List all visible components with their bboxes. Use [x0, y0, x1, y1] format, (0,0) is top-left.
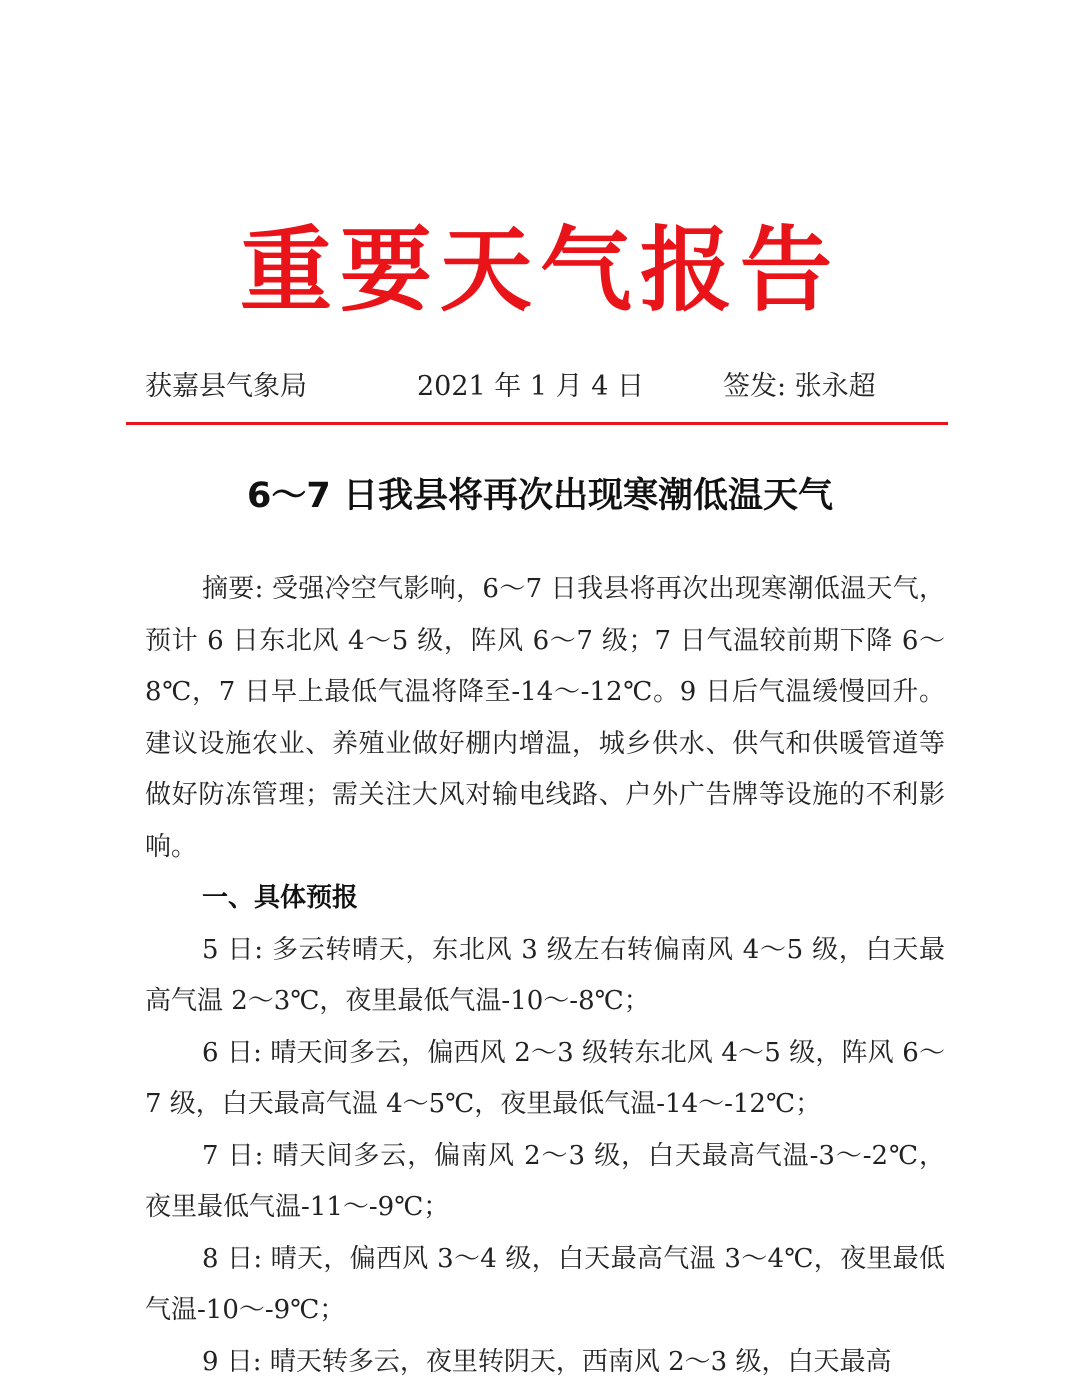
- forecast-day-6: 6 日: 晴天间多云，偏西风 2～3 级转东北风 4～5 级，阵风 6～7 级，白天最高气温 4～5℃，夜里最低气温-14～-12℃；: [145, 1037, 945, 1119]
- document-title: 6～7 日我县将再次出现寒潮低温天气: [247, 476, 833, 516]
- signer: 签发: 张永超: [723, 371, 876, 402]
- forecast-day-7: 7 日: 晴天间多云，偏南风 2～3 级，白天最高气温-3～-2℃，夜里最低气温-11～-9℃；: [145, 1140, 945, 1222]
- issuer-name: 获嘉县气象局: [145, 371, 307, 402]
- section-heading: 一、具体预报: [202, 883, 359, 913]
- summary-paragraph: 摘要: 受强冷空气影响，6～7 日我县将再次出现寒潮低温天气，预计 6 日东北风 4～5 级，阵风 6～7 级；7 日气温较前期下降 6～8℃，7 日早上最低气温将降至-14～-12℃。9 日后气温缓慢回升。建议设施农业、养殖业做好棚内增温，城乡供水、供气和供暖管道等做好防冻管理；需关注大风对输电线路、户外广告牌等设施的不利影响。: [145, 574, 945, 862]
- issue-meta-row: [145, 362, 945, 412]
- red-divider-line: [126, 422, 948, 425]
- masthead-title: 重要天气报告: [239, 216, 840, 324]
- forecast-day-8: 8 日: 晴天，偏西风 3～4 级，白天最高气温 3～4℃，夜里最低气温-10～-9℃；: [145, 1243, 945, 1325]
- forecast-day-5: 5 日: 多云转晴天，东北风 3 级左右转偏南风 4～5 级，白天最高气温 2～3℃，夜里最低气温-10～-8℃；: [145, 934, 945, 1016]
- forecast-day-9: 9 日: 晴天转多云，夜里转阴天，西南风 2～3 级，白天最高: [202, 1346, 892, 1377]
- document-body: [145, 564, 945, 1388]
- issue-date: 2021 年 1 月 4 日: [417, 371, 644, 402]
